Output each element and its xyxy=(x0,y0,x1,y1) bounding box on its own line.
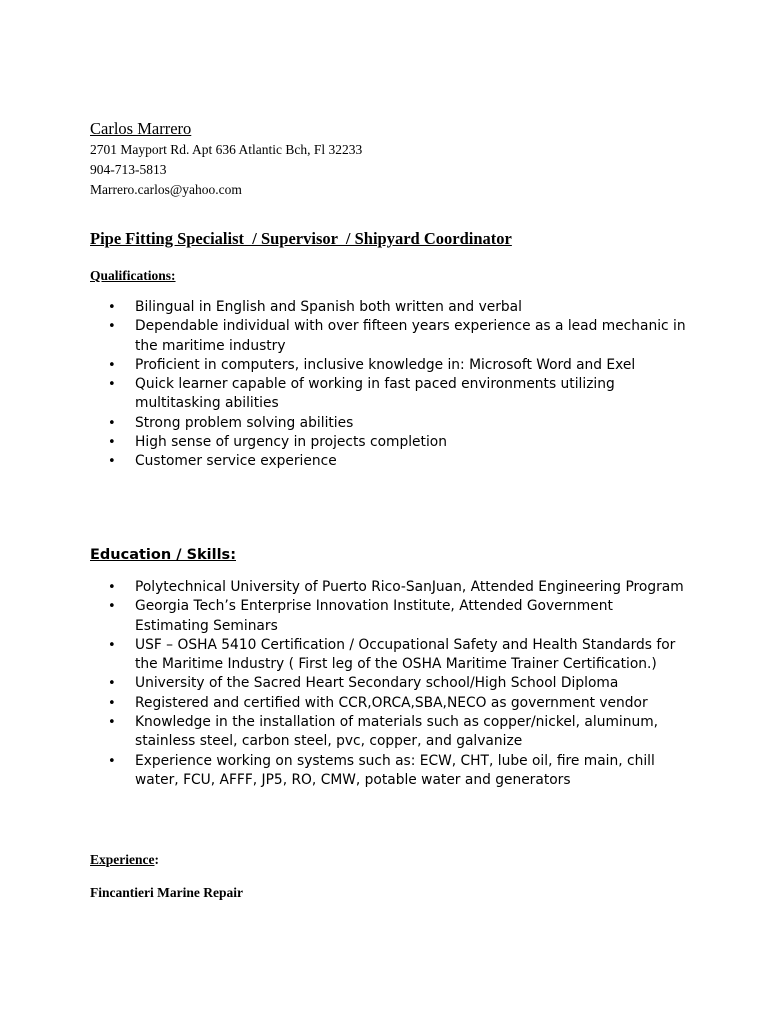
qualifications-heading: Qualifications: xyxy=(90,268,176,283)
bullet-icon: • xyxy=(108,599,116,615)
list-item: • Proficient in computers, inclusive knowledge in: Microsoft Word and Exel xyxy=(108,356,688,375)
bullet-icon: • xyxy=(108,454,116,470)
list-item: • University of the Sacred Heart Secondary school/High School Diploma xyxy=(108,674,688,693)
list-item: • High sense of urgency in projects completion xyxy=(108,433,688,452)
bullet-icon: • xyxy=(108,580,116,595)
list-item: • Experience working on systems such as: ECW, CHT, lube oil, fire main, chill water, FCU, AFFF, JP5, RO, CMW, potable water and generators xyxy=(108,752,655,788)
list-item: • Bilingual in English and Spanish both written and verbal xyxy=(108,298,688,317)
list-item: • Knowledge in the installation of materials such as copper/nickel, aluminum, stainless steel, carbon steel, pvc, copper, and galvanize xyxy=(108,714,659,750)
applicant-name: Carlos Marrero xyxy=(90,119,192,138)
bullet-icon: • xyxy=(108,300,116,315)
list-item: • Strong problem solving abilities xyxy=(108,414,688,433)
list-item: • Customer service experience xyxy=(108,452,688,471)
bullet-icon: • xyxy=(108,637,116,653)
bullet-icon: • xyxy=(108,715,116,731)
address-line: 2701 Mayport Rd. Apt 636 Atlantic Bch, Fl 32233 xyxy=(90,142,363,157)
bullet-icon: • xyxy=(108,435,116,451)
phone-line: 904-713-5813 xyxy=(90,162,167,177)
education-list xyxy=(108,578,688,790)
list-item: • Polytechnical University of Puerto Rico-SanJuan, Attended Engineering Program xyxy=(108,578,688,597)
bullet-icon: • xyxy=(108,415,116,431)
bullet-icon: • xyxy=(108,753,116,769)
list-item: • Georgia Tech’s Enterprise Innovation Institute, Attended Government Estimating Seminars xyxy=(108,598,613,634)
list-item: • Quick learner capable of working in fast paced environments utilizing multitasking abilities xyxy=(108,376,615,412)
education-heading: Education / Skills: xyxy=(90,547,236,563)
qualifications-list xyxy=(108,298,688,472)
bullet-icon: • xyxy=(108,357,116,373)
bullet-icon: • xyxy=(108,695,116,711)
email-line: Marrero.carlos@yahoo.com xyxy=(90,182,242,197)
list-item: • USF – OSHA 5410 Certification / Occupational Safety and Health Standards for the Maritime Industry ( First leg of the OSHA Maritime Trainer Certification.) xyxy=(108,636,676,673)
experience-heading: Experience: xyxy=(90,852,159,867)
bullet-icon: • xyxy=(108,319,116,335)
bullet-icon: • xyxy=(108,676,116,692)
bullet-icon: • xyxy=(108,377,116,393)
job-title: Pipe Fitting Specialist / Supervisor / Shipyard Coordinator xyxy=(90,229,512,248)
list-item: • Registered and certified with CCR,ORCA,SBA,NECO as government vendor xyxy=(108,694,688,713)
list-item: • Dependable individual with over fifteen years experience as a lead mechanic in the maritime industry xyxy=(108,318,686,354)
employer-name: Fincantieri Marine Repair xyxy=(90,885,243,900)
